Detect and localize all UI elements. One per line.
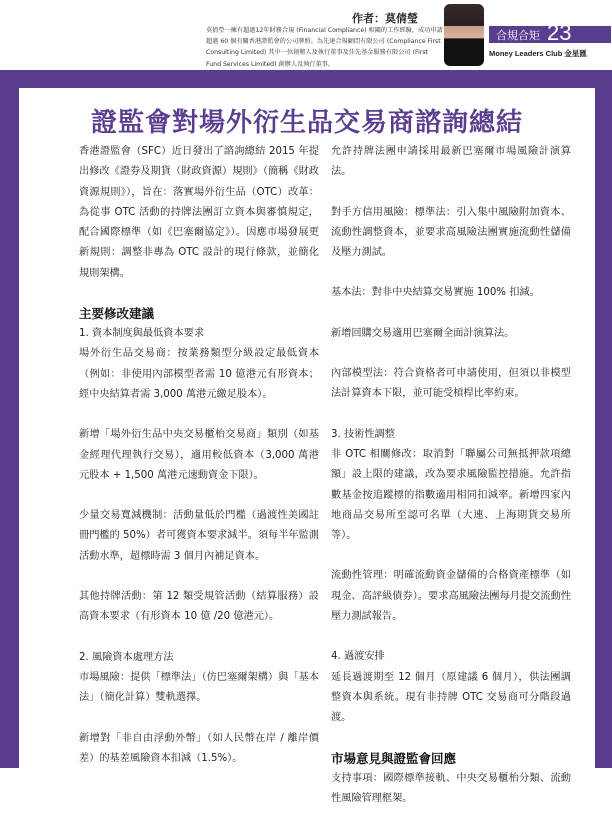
section-label: 合規合矩 xyxy=(496,29,540,42)
paragraph: 新增回購交易適用巴塞爾全面計演算法。 xyxy=(331,327,515,339)
intro-paragraph: 香港證監會（SFC）近日發出了諮詢總結 2015 年提出修改《證券及期貨（財政資源）規則》（簡稱《財政資源規則》），旨在：落實場外衍生品（OTC）改革：為從事 OTC 活動的持牌法團訂立資本與審慎規定，配合國際標準（如《巴塞爾協定》）。因應市場發展更新規則：調整非專為 OTC 設計的現行條款，並簡化規則架構。 xyxy=(79,146,319,279)
article-body xyxy=(19,88,595,804)
left-column xyxy=(79,142,319,789)
author-name: 作者：莫倩瑩 xyxy=(352,12,418,25)
page-header xyxy=(0,0,612,70)
right-column xyxy=(331,142,571,829)
paragraph: 內部模型法：符合資格者可申請使用，但須以非模型法計算資本下限，並可能受槓桿比率約束。 xyxy=(331,368,571,400)
section-heading: 市場意見與證監會回應 xyxy=(331,750,457,766)
author-bio: 莫倩瑩一擁有超過12年財務合規 (Financial Compliance) 相關的工作經驗，成功申請超過 60 個有關香港證監會的公司牌照。為先達合規顧問有限公司 (Compliance First Consulting Limited) 其中一位創辦人及執行董事及佳先基金服務有限公司 (First Fund Services Limited) 創辦人及執行董事。 xyxy=(206,27,443,68)
author-photo xyxy=(444,4,484,66)
paragraph: 4. 過渡安排 延長過渡期至 12 個月（原建議 6 個月），供法團調整資本與系統。現有非持牌 OTC 交易商可分階段過渡。 xyxy=(331,651,571,724)
paragraph: 支持事項：國際標準接軌、中央交易櫃枱分類、流動性風險管理框架。 xyxy=(331,772,571,804)
paragraph: 新增「場外衍生品中央交易櫃枱交易商」類別（如基金經理代理執行交易），適用較低資本（3,000 萬港元股本 + 1,500 萬港元速動資金下限）。 xyxy=(79,429,319,481)
paragraph: 基本法：對非中央結算交易實施 100% 扣減。 xyxy=(331,287,540,299)
section-heading: 主要修改建議 xyxy=(79,306,155,322)
paragraph: 其他持牌活動：第 12 類受規管活動（結算服務）設高資本要求（有形資本 10 億 /20 億港元）。 xyxy=(79,591,319,623)
paragraph: 允許持牌法團申請採用最新巴塞爾市場風險計演算法。 xyxy=(331,146,571,178)
paragraph: 新增對「非自由浮動外幣」（如人民幣在岸 / 離岸價差）的基差風險資本扣減（1.5%）。 xyxy=(79,732,319,764)
paragraph: 少量交易寬減機制：活動量低於門檻（過渡性美國註冊門檻的 50%）者可獲資本要求減半。須每半年監測活動水準，超標時需 3 個月內補足資本。 xyxy=(79,510,319,562)
paragraph: 2. 風險資本處理方法 市場風險：提供「標準法」（仿巴塞爾架構）與「基本法」（簡化計算）雙軌選擇。 xyxy=(79,651,319,704)
paragraph: 3. 技術性調整 非 OTC 相關修改：取消對「聯屬公司無抵押款項總額」設上限的建議，改為要求風險監控措施。允許指數基金按追蹤標的指數適用相同扣減率。新增四家內地商品交易所至認可名單（大連、上海期貨交易所等）。 xyxy=(331,428,571,542)
paragraph: 1. 資本制度與最低資本要求 場外衍生品交易商：按業務類型分級設定最低資本（例如：非使用內部模型者需 10 億港元有形資本；經中央結算者需 3,000 萬港元繳足股本）。 xyxy=(79,328,319,400)
paragraph: 對手方信用風險：標準法：引入集中風險附加資本、流動性調整資本，並要求高風險法團實施流動性儲備及壓力測試。 xyxy=(331,206,571,259)
section-banner xyxy=(489,20,611,45)
article-title: 證監會對場外衍生品交易商諮詢總結 xyxy=(90,108,523,138)
club-label: Money Leaders Club 金星匯 xyxy=(489,49,587,58)
page-number: 23 xyxy=(547,20,572,45)
paragraph: 流動性管理：明確流動資金儲備的合格資產標準（如現金、高評級債券）。要求高風險法團每月提交流動性壓力測試報告。 xyxy=(331,570,571,623)
